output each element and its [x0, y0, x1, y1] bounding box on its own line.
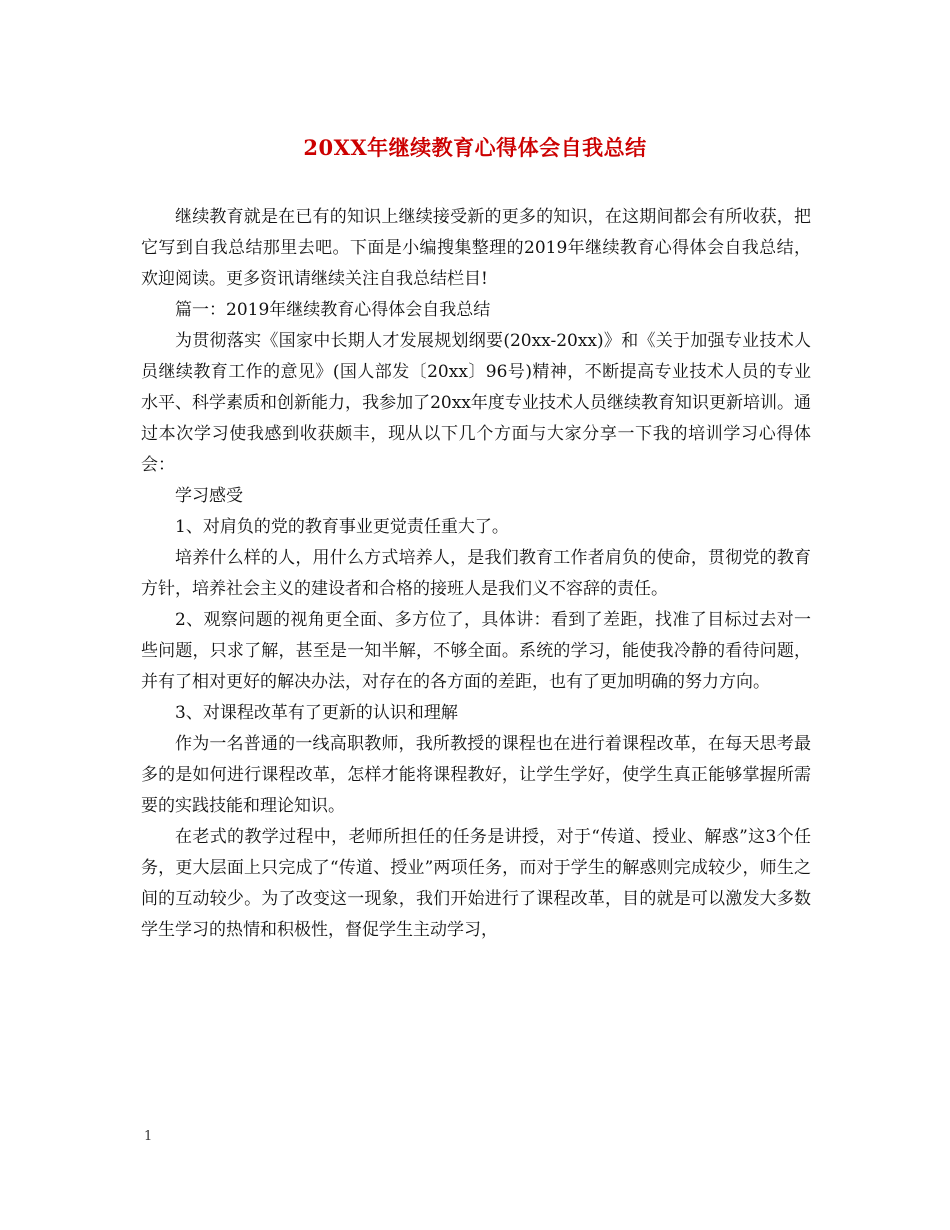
document-title: 20XX年继续教育心得体会自我总结 — [303, 135, 647, 160]
paragraph: 作为一名普通的一线高职教师，我所教授的课程也在进行着课程改革，在每天思考最多的是如何进行课程改革，怎样才能将课程教好，让学生学好，使学生真正能够掌握所需要的实践技能和理论知识。 — [141, 734, 811, 816]
paragraph: 在老式的教学过程中，老师所担任的任务是讲授，对于“传道、授业、解惑”这3个任务，更大层面上只完成了“传道、授业”两项任务，而对于学生的解惑则完成较少，师生之间的互动较少。为了改变这一现象，我们开始进行了课程改革，目的就是可以激发大多数学生学习的热情和积极性，督促学生主动学习， — [141, 827, 811, 940]
paragraph-intro: 继续教育就是在已有的知识上继续接受新的更多的知识，在这期间都会有所收获，把它写到自我总结那里去吧。下面是小编搜集整理的2019年继续教育心得体会自我总结，欢迎阅读。更多资讯请继续关注自我总结栏目! — [141, 207, 811, 289]
paragraph-section-heading: 篇一：2019年继续教育心得体会自我总结 — [175, 300, 491, 320]
paragraph-point-1: 1、对肩负的党的教育事业更觉责任重大了。 — [175, 517, 509, 537]
page-number: 1 — [144, 1129, 153, 1144]
paragraph-subheading: 学习感受 — [175, 486, 243, 506]
paragraph: 为贯彻落实《国家中长期人才发展规划纲要(20xx-20xx)》和《关于加强专业技术人员继续教育工作的意见》(国人部发〔20xx〕96号)精神，不断提高专业技术人员的专业水平、科学素质和创新能力，我参加了20xx年度专业技术人员继续教育知识更新培训。通过本次学习使我感到收获颇丰，现从以下几个方面与大家分享一下我的培训学习心得体会： — [141, 331, 811, 475]
paragraph-point-2: 2、观察问题的视角更全面、多方位了，具体讲：看到了差距，找准了目标过去对一些问题，只求了解，甚至是一知半解，不够全面。系统的学习，能使我冷静的看待问题，并有了相对更好的解决办法，对存在的各方面的差距，也有了更加明确的努力方向。 — [141, 610, 811, 692]
paragraph: 培养什么样的人，用什么方式培养人，是我们教育工作者肩负的使命，贯彻党的教育方针，培养社会主义的建设者和合格的接班人是我们义不容辞的责任。 — [141, 548, 811, 599]
document-body — [141, 202, 811, 946]
paragraph-point-3: 3、对课程改革有了更新的认识和理解 — [175, 703, 458, 723]
